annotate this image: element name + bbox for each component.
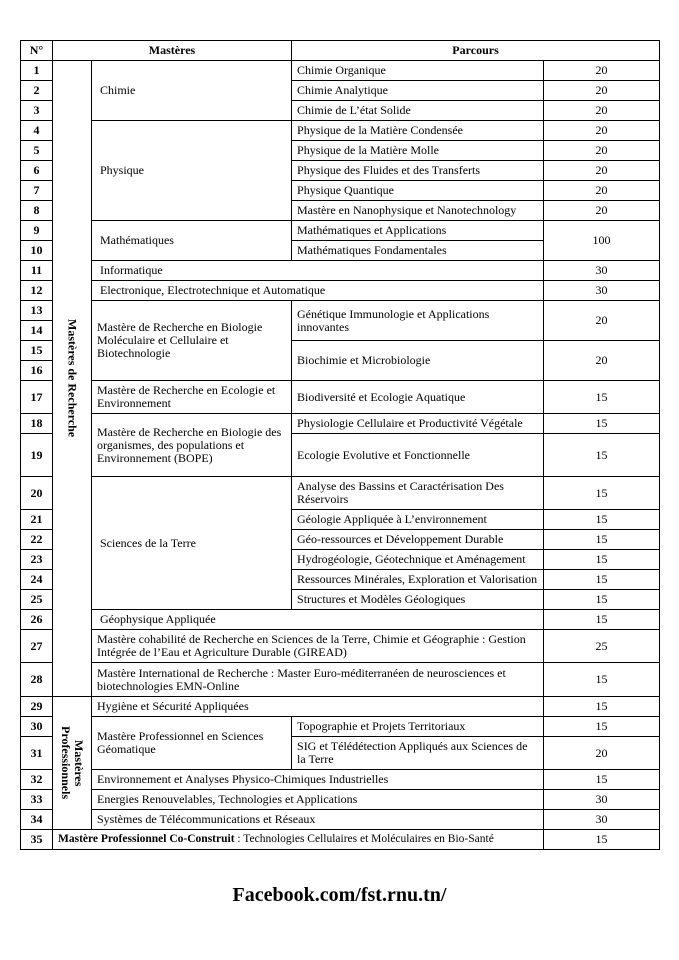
group-professionnels-label-1: Mastères: [72, 739, 86, 787]
table-row: [21, 281, 660, 301]
row-number: 17: [21, 381, 53, 414]
table-row: [21, 477, 660, 510]
row-number: 4: [21, 121, 53, 141]
capacity: 15: [544, 697, 660, 717]
row-number: 29: [21, 697, 53, 717]
row-number: 32: [21, 770, 53, 790]
parcours-name: Ecologie Evolutive et Fonctionnelle: [292, 434, 544, 477]
row-number: 27: [21, 630, 53, 663]
row-number: 14: [21, 321, 53, 341]
master-name: Energies Renouvelables, Technologies et Applications: [92, 790, 544, 810]
parcours-name: Chimie Organique: [292, 61, 544, 81]
row-number: 8: [21, 201, 53, 221]
master-name: Informatique: [92, 261, 544, 281]
master-name: Physique: [92, 121, 292, 221]
row-number: 7: [21, 181, 53, 201]
capacity: 15: [544, 717, 660, 737]
table-row: [21, 221, 660, 241]
table-row: [21, 61, 660, 81]
parcours-name: Structures et Modèles Géologiques: [292, 590, 544, 610]
row-number: 35: [21, 830, 53, 850]
master-name: Mastère de Recherche en Biologie Moléculaire et Cellulaire et Biotechnologie: [92, 301, 292, 381]
master-name: Environnement et Analyses Physico-Chimiques Industrielles: [92, 770, 544, 790]
table-row: [21, 663, 660, 697]
capacity: 20: [544, 121, 660, 141]
header-parcours: Parcours: [292, 41, 660, 61]
group-professionnels-label: [59, 726, 85, 799]
row-number: 22: [21, 530, 53, 550]
parcours-name: Mathématiques et Applications: [292, 221, 544, 241]
capacity: 15: [544, 590, 660, 610]
row-number: 25: [21, 590, 53, 610]
row-number: 28: [21, 663, 53, 697]
header-num: N°: [21, 41, 53, 61]
capacity: 20: [544, 61, 660, 81]
table-row: [21, 381, 660, 414]
parcours-name: Géologie Appliquée à L’environnement: [292, 510, 544, 530]
group-recherche: [53, 61, 92, 697]
row-number: 24: [21, 570, 53, 590]
capacity: 30: [544, 281, 660, 301]
table-row: [21, 301, 660, 321]
capacity: 20: [544, 101, 660, 121]
master-name: Electronique, Electrotechnique et Automatique: [92, 281, 544, 301]
masters-table: [20, 40, 660, 850]
parcours-name: Physique de la Matière Condensée: [292, 121, 544, 141]
header-masteres: Mastères: [53, 41, 292, 61]
capacity: 30: [544, 261, 660, 281]
capacity: 15: [544, 434, 660, 477]
table-row: [21, 770, 660, 790]
master-name: Systèmes de Télécommunications et Réseaux: [92, 810, 544, 830]
table-row: [21, 790, 660, 810]
master-name: Mathématiques: [92, 221, 292, 261]
capacity: 15: [544, 610, 660, 630]
parcours-name: SIG et Télédétection Appliqués aux Sciences de la Terre: [292, 737, 544, 770]
row-number: 2: [21, 81, 53, 101]
capacity: 15: [544, 510, 660, 530]
row-number: 31: [21, 737, 53, 770]
parcours-name: Géo-ressources et Développement Durable: [292, 530, 544, 550]
row-number: 19: [21, 434, 53, 477]
parcours-name: Chimie Analytique: [292, 81, 544, 101]
table-row: [21, 810, 660, 830]
capacity: 20: [544, 81, 660, 101]
capacity: 15: [544, 530, 660, 550]
capacity: 20: [544, 737, 660, 770]
row-number: 20: [21, 477, 53, 510]
master-name: [53, 830, 544, 850]
row-number: 1: [21, 61, 53, 81]
capacity: 20: [544, 161, 660, 181]
master-name: Géophysique Appliquée: [92, 610, 544, 630]
row-number: 6: [21, 161, 53, 181]
row-number: 11: [21, 261, 53, 281]
row-number: 13: [21, 301, 53, 321]
capacity: 15: [544, 477, 660, 510]
master-name-bold: Mastère Professionnel Co-Construit: [58, 833, 235, 845]
table-row: [21, 697, 660, 717]
row-number: 30: [21, 717, 53, 737]
capacity: 15: [544, 381, 660, 414]
table-row: [21, 610, 660, 630]
row-number: 15: [21, 341, 53, 361]
master-name: Mastère de Recherche en Ecologie et Environnement: [92, 381, 292, 414]
master-name: Mastère cohabilité de Recherche en Sciences de la Terre, Chimie et Géographie : Gestion Intégrée de l’Eau et Agriculture Durable (GIREAD): [92, 630, 544, 663]
parcours-name: Ressources Minérales, Exploration et Valorisation: [292, 570, 544, 590]
row-number: 21: [21, 510, 53, 530]
table-row: [21, 630, 660, 663]
table-row: [21, 414, 660, 434]
row-number: 33: [21, 790, 53, 810]
capacity: 100: [544, 221, 660, 261]
row-number: 23: [21, 550, 53, 570]
group-recherche-label: Mastères de Recherche: [65, 319, 80, 438]
row-number: 16: [21, 361, 53, 381]
capacity: 15: [544, 663, 660, 697]
master-name: Hygiène et Sécurité Appliquées: [92, 697, 544, 717]
capacity: 30: [544, 790, 660, 810]
parcours-name: Chimie de L’état Solide: [292, 101, 544, 121]
group-professionnels: [53, 697, 92, 830]
master-name-rest: : Technologies Cellulaires et Moléculaires en Bio-Santé: [234, 833, 494, 845]
row-number: 18: [21, 414, 53, 434]
master-name: Mastère de Recherche en Biologie des organismes, des populations et Environnement (BOPE): [92, 414, 292, 477]
capacity: 15: [544, 570, 660, 590]
facebook-footer: Facebook.com/fst.rnu.tn/: [232, 884, 447, 906]
row-number: 26: [21, 610, 53, 630]
capacity: 25: [544, 630, 660, 663]
parcours-name: Physique de la Matière Molle: [292, 141, 544, 161]
capacity: 30: [544, 810, 660, 830]
master-name: Chimie: [92, 61, 292, 121]
parcours-name: Génétique Immunologie et Applications innovantes: [292, 301, 544, 341]
master-name: Sciences de la Terre: [92, 477, 292, 610]
parcours-name: Topographie et Projets Territoriaux: [292, 717, 544, 737]
table-row: [21, 830, 660, 850]
capacity: 20: [544, 301, 660, 341]
capacity: 20: [544, 141, 660, 161]
capacity: 20: [544, 201, 660, 221]
header-row: [21, 41, 660, 61]
row-number: 34: [21, 810, 53, 830]
parcours-name: Mathématiques Fondamentales: [292, 241, 544, 261]
capacity: 15: [544, 830, 660, 850]
parcours-name: Biodiversité et Ecologie Aquatique: [292, 381, 544, 414]
table-row: [21, 717, 660, 737]
master-name: Mastère International de Recherche : Master Euro-méditerranéen de neurosciences et biotechnologies EMN-Online: [92, 663, 544, 697]
master-name: Mastère Professionnel en Sciences Géomatique: [92, 717, 292, 770]
table-row: [21, 261, 660, 281]
row-number: 3: [21, 101, 53, 121]
parcours-name: Physiologie Cellulaire et Productivité Végétale: [292, 414, 544, 434]
parcours-name: Analyse des Bassins et Caractérisation Des Réservoirs: [292, 477, 544, 510]
parcours-name: Physique des Fluides et des Transferts: [292, 161, 544, 181]
group-professionnels-label-2: Professionnels: [59, 726, 73, 800]
parcours-name: Hydrogéologie, Géotechnique et Aménagement: [292, 550, 544, 570]
capacity: 20: [544, 181, 660, 201]
row-number: 5: [21, 141, 53, 161]
capacity: 15: [544, 550, 660, 570]
parcours-name: Biochimie et Microbiologie: [292, 341, 544, 381]
capacity: 15: [544, 414, 660, 434]
capacity: 20: [544, 341, 660, 381]
table-row: [21, 121, 660, 141]
row-number: 9: [21, 221, 53, 241]
row-number: 12: [21, 281, 53, 301]
row-number: 10: [21, 241, 53, 261]
parcours-name: Mastère en Nanophysique et Nanotechnology: [292, 201, 544, 221]
parcours-name: Physique Quantique: [292, 181, 544, 201]
capacity: 15: [544, 770, 660, 790]
